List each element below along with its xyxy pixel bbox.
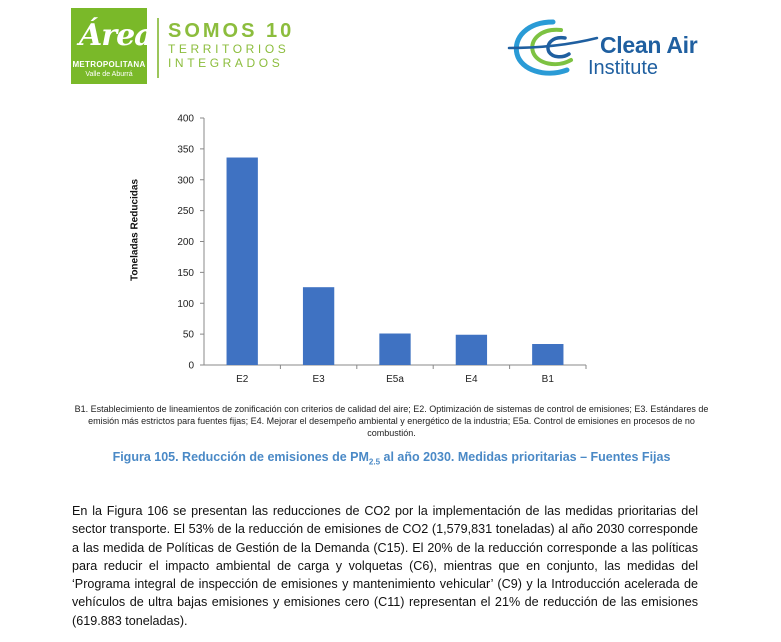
- y-tick-label: 250: [177, 206, 194, 218]
- x-tick-label: E4: [465, 374, 478, 385]
- y-tick-label: 50: [182, 329, 194, 341]
- bar-e4: [456, 335, 487, 365]
- x-tick-label: B1: [541, 374, 554, 385]
- x-tick-label: E3: [312, 374, 325, 385]
- body-paragraph: En la Figura 106 se presentan las reducciones de CO2 por la implementación de las medidas prioritarias del sector transporte. El 53% de la reducción de emisiones de CO2 (1,579,831 toneladas) al año 2030 corresponde a las medida de Políticas de Gestión de la Demanda (C15). El 20% de la reducción corresponde a las políticas para reducir el impacto ambiental de carga y volquetas (C6), mientras que en conjunto, las medidas del ‘Programa integral de inspección de emisiones y mantenimiento vehicular’ (C9) y la Introducción acelerada de vehículos de ultra bajas emisiones y emisiones cero (C11) representan el 21% de reducción de las emisiones (619.883 toneladas).: [72, 504, 698, 628]
- area-logo-script: Área: [79, 18, 153, 53]
- area-metropolitana-logo: [71, 8, 153, 84]
- figure-title-sub: 2.5: [368, 457, 381, 467]
- y-tick-label: 300: [177, 175, 194, 187]
- area-logo-valle: Valle de Aburrá: [85, 71, 133, 78]
- y-tick-label: 200: [177, 237, 194, 248]
- bar-e5a: [379, 334, 410, 365]
- bar-e2: [227, 158, 258, 365]
- figure-title: [64, 450, 719, 467]
- y-tick-label: 350: [177, 144, 194, 156]
- figure-title-suffix: al año 2030. Medidas prioritarias – Fuentes Fijas: [380, 450, 671, 464]
- y-axis-label: Toneladas Reducidas: [129, 178, 141, 282]
- y-tick-label: 0: [188, 360, 194, 372]
- bar-b1: [532, 344, 563, 365]
- somos-10-logo: [168, 20, 294, 70]
- logo-divider: [157, 18, 159, 78]
- x-tick-label: E5a: [386, 374, 404, 385]
- somos-line3: INTEGRADOS: [168, 56, 284, 70]
- x-tick-label: E2: [236, 374, 249, 385]
- somos-line1: SOMOS 10: [168, 20, 295, 42]
- clean-air-subtitle: Institute: [588, 57, 659, 79]
- figure-title-prefix: Figura 105. Reducción de emisiones de PM: [112, 450, 369, 464]
- y-tick-label: 150: [177, 267, 194, 279]
- emissions-bar-chart: [130, 105, 630, 395]
- y-tick-label: 100: [177, 298, 194, 310]
- area-logo-metro: METROPOLITANA: [72, 60, 146, 69]
- somos-line2: TERRITORIOS: [168, 42, 290, 56]
- clean-air-title: Clean Air: [600, 32, 698, 58]
- bar-e3: [303, 287, 334, 365]
- chart-notes: B1. Establecimiento de lineamientos de zonificación con criterios de calidad del aire; E2. Optimización de sistemas de control de emisiones; E3. Estándares de emisión más estrictos para fuentes fijas; E4. Mejorar el desempeño ambiental y energético de la industria; E5a. Control de emisiones en procesos de no combustión.: [74, 404, 709, 438]
- y-tick-label: 400: [177, 113, 194, 125]
